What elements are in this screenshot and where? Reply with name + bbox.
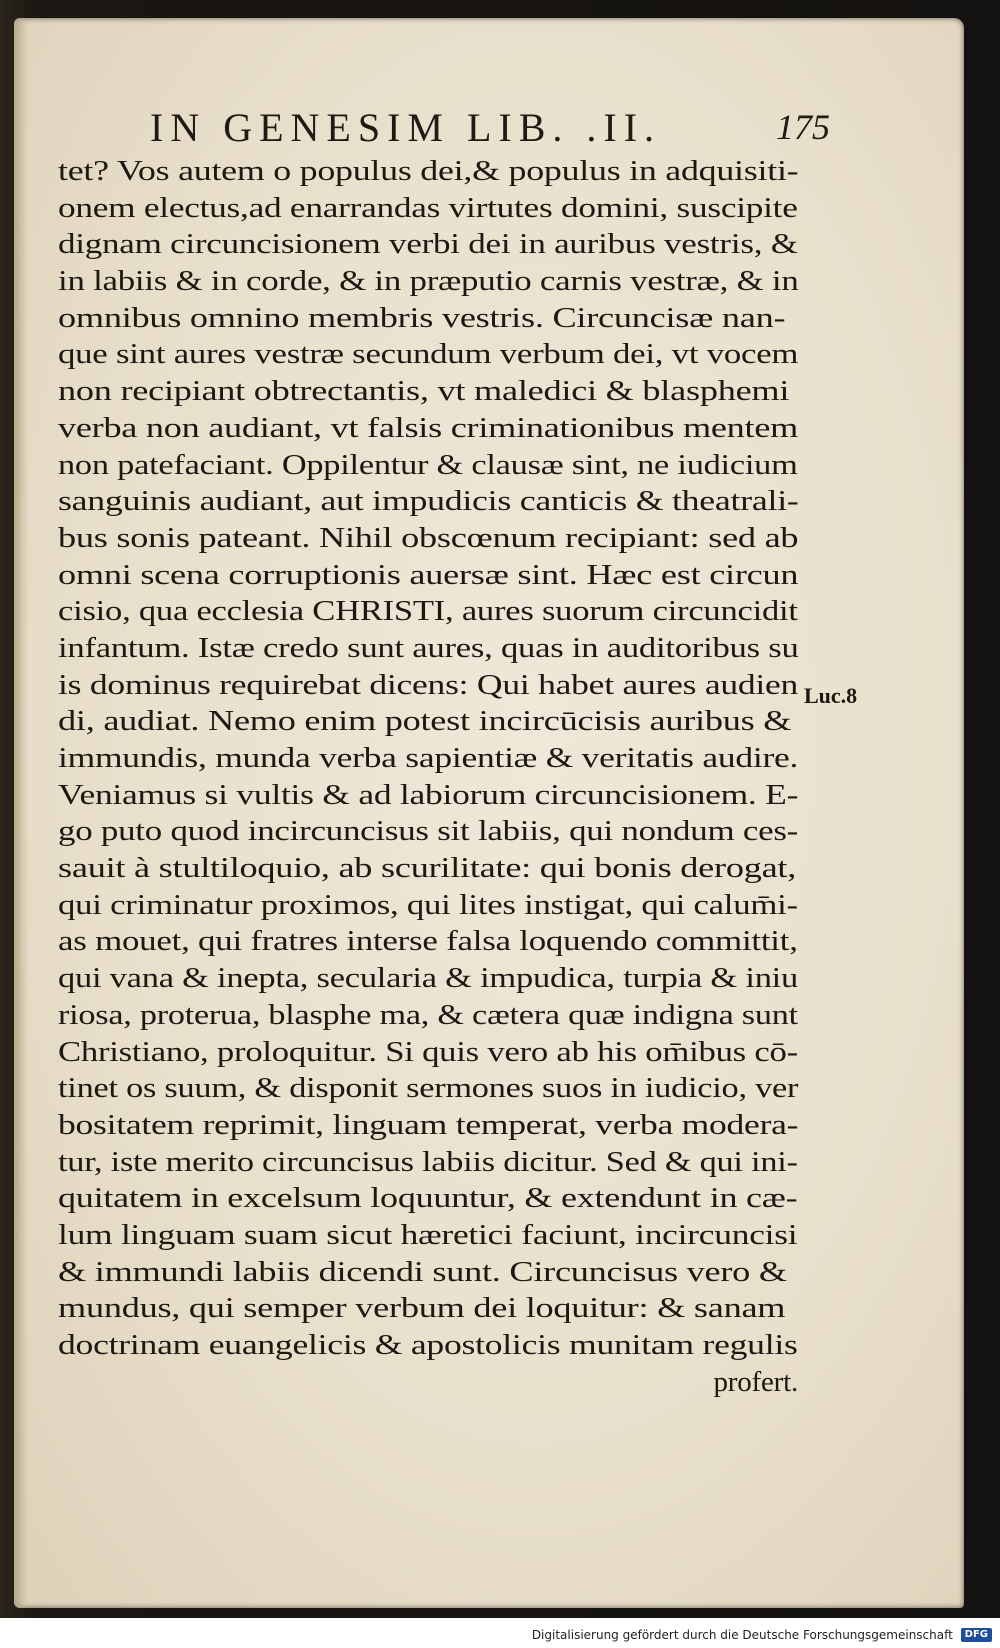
text-line: tur, iste merito circuncisus labiis dicitur. Sed & qui ini- (58, 1145, 798, 1178)
text-line: que sint aures vestræ secundum verbum dei, vt vocem (58, 338, 799, 371)
marginal-note: Luc.8 (804, 683, 858, 708)
text-line: sauit à stultiloquio, ab scurilitate: qui bonis derogat, (58, 852, 797, 885)
running-title: IN GENESIM LIB. .II. (150, 105, 662, 150)
folio-number: 175 (776, 107, 830, 147)
text-line: mundus, qui semper verbum dei loquitur: & sanam (58, 1292, 786, 1325)
text-line: tinet os suum, & disponit sermones suos in iudicio, ver (58, 1072, 799, 1105)
text-line: bus sonis pateant. Nihil obscœnum recipiant: sed ab (58, 521, 799, 554)
text-line: in labiis & in corde, & in præputio carnis vestræ, & in (58, 265, 799, 298)
text-line: qui criminatur proximos, qui lites instigat, qui calum̄i- (58, 888, 798, 921)
catchword: profert. (713, 1365, 798, 1398)
text-line: non recipiant obtrectantis, vt maledici & blasphemi (58, 375, 790, 408)
text-line: cisio, qua ecclesia CHRISTI, aures suorum circuncidit (58, 595, 798, 628)
text-line: onem electus,ad enarrandas virtutes domini, suscipite (58, 191, 798, 224)
text-line: riosa, proterua, blasphe ma, & cætera quæ indigna sunt (58, 998, 798, 1031)
page-header (150, 104, 830, 154)
text-line: tet? Vos autem o populus dei,& populus in adquisiti- (58, 155, 799, 187)
footer-credit-text: Digitalisierung gefördert durch die Deutsche Forschungsgemeinschaft (531, 1627, 953, 1642)
text-line: go puto quod incircuncisus sit labiis, qui nondum ces- (58, 815, 799, 848)
text-line: verba non audiant, vt falsis criminationibus mentem (58, 411, 799, 444)
text-line: Christiano, proloquitur. Si quis vero ab his om̄ibus cō- (58, 1035, 798, 1068)
text-line: Veniamus si vultis & ad labiorum circuncisionem. E- (58, 778, 799, 811)
page-gutter-shadow (14, 18, 28, 1608)
text-line: sanguinis audiant, aut impudicis canticis & theatrali- (58, 485, 799, 518)
text-line: omnibus omnino membris vestris. Circuncisæ nan- (58, 301, 786, 334)
text-line: dignam circuncisionem verbi dei in auribus vestris, & (58, 228, 798, 261)
text-line: bositatem reprimit, linguam temperat, verba modera- (58, 1108, 799, 1141)
text-line: doctrinam euangelicis & apostolicis munitam regulis (58, 1329, 798, 1361)
main-text-block (58, 153, 798, 1400)
text-line: qui vana & inepta, secularia & impudica, turpia & iniu (58, 962, 798, 995)
text-line: lum linguam suam sicut hæretici faciunt, incircuncisi (58, 1218, 798, 1251)
text-line: di, audiat. Nemo enim potest incircūcisis auribus & (58, 705, 792, 738)
dfg-logo: DFG (961, 1628, 992, 1642)
footer-band (0, 1618, 1000, 1648)
text-line: immundis, munda verba sapientiæ & veritatis audire. (58, 742, 799, 774)
text-line: is dominus requirebat dicens: Qui habet aures audien (58, 668, 799, 701)
text-line: as mouet, qui fratres interse falsa loquendo committit, (58, 925, 798, 958)
text-line: omni scena corruptionis auersæ sint. Hæc est circun (58, 558, 799, 591)
text-line: non patefaciant. Oppilentur & clausæ sint, ne iudicium (58, 448, 798, 481)
text-line: quitatem in excelsum loquuntur, & extendunt in cæ- (58, 1182, 798, 1215)
text-line: infantum. Istæ credo sunt aures, quas in auditoribus su (58, 631, 799, 664)
text-line: & immundi labiis dicendi sunt. Circuncisus vero & (58, 1255, 787, 1288)
footer-credit (532, 1628, 992, 1643)
